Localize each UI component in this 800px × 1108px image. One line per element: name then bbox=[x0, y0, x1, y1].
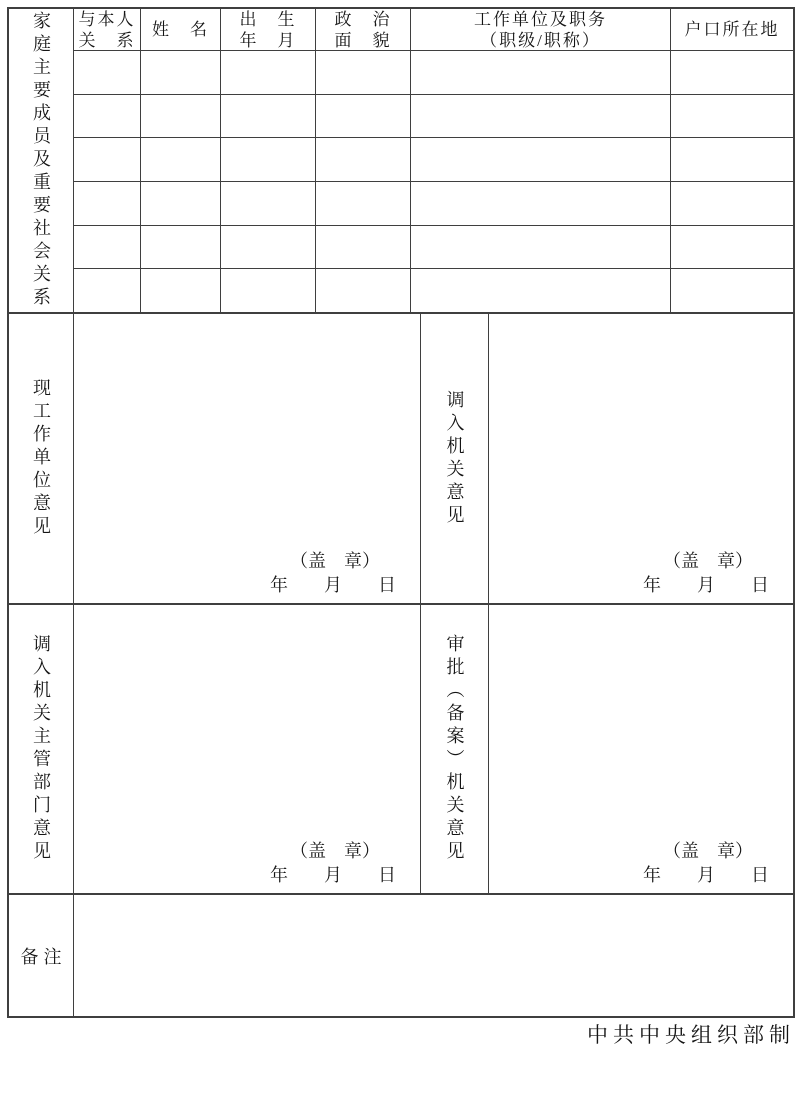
family-cell-household-location bbox=[671, 226, 793, 269]
family-row bbox=[74, 226, 793, 270]
family-row bbox=[74, 95, 793, 139]
remarks-label: 备注 bbox=[20, 946, 67, 967]
family-row bbox=[74, 51, 793, 95]
family-cell-work-unit bbox=[411, 95, 671, 138]
opinion-section-1 bbox=[9, 312, 793, 603]
family-cell-birthdate bbox=[221, 182, 316, 225]
header-work-unit bbox=[411, 9, 671, 50]
family-section-label: 家庭主要成员及重要社会关系 bbox=[31, 11, 51, 310]
current-unit-opinion-area bbox=[74, 314, 421, 603]
family-cell-relation bbox=[74, 182, 141, 225]
approval-organ-stamp-block bbox=[643, 839, 769, 887]
family-cell-birthdate bbox=[221, 269, 316, 312]
family-cell-political-status bbox=[316, 269, 411, 312]
header-birthdate-line2: 年 月 bbox=[239, 30, 297, 50]
opinion-section-2 bbox=[9, 603, 793, 893]
supervising-dept-opinion-area bbox=[74, 605, 421, 893]
current-unit-opinion-label-cell bbox=[9, 314, 74, 603]
approval-organ-opinion-label-cell bbox=[421, 605, 489, 893]
family-cell-name bbox=[141, 269, 221, 312]
family-cell-name bbox=[141, 95, 221, 138]
family-cell-household-location bbox=[671, 51, 793, 94]
stamp-seal-text: （盖 章） bbox=[290, 551, 380, 571]
header-work-unit-line1: 工作单位及职务 bbox=[474, 9, 607, 29]
family-cell-birthdate bbox=[221, 51, 316, 94]
family-cell-work-unit bbox=[411, 138, 671, 181]
header-birthdate bbox=[221, 9, 316, 50]
header-name-line1: 姓 名 bbox=[152, 20, 209, 39]
stamp-date-text: 年 月 日 bbox=[643, 865, 769, 885]
family-cell-work-unit bbox=[411, 182, 671, 225]
stamp-seal-text: （盖 章） bbox=[663, 841, 753, 861]
remarks-label-cell bbox=[9, 895, 74, 1016]
family-table bbox=[74, 9, 793, 312]
header-political-status-line1: 政 治 bbox=[334, 9, 392, 29]
family-cell-work-unit bbox=[411, 226, 671, 269]
family-cell-household-location bbox=[671, 138, 793, 181]
supervising-dept-opinion-label-cell bbox=[9, 605, 74, 893]
transfer-in-stamp-block bbox=[643, 549, 769, 597]
family-row bbox=[74, 138, 793, 182]
family-cell-relation bbox=[74, 226, 141, 269]
family-cell-relation bbox=[74, 269, 141, 312]
remarks-content-area bbox=[74, 895, 793, 1016]
header-political-status-line2: 面 貌 bbox=[334, 30, 392, 50]
approval-organ-opinion-label: 审批（备案）机关意见 bbox=[444, 634, 465, 864]
family-cell-name bbox=[141, 51, 221, 94]
family-cell-birthdate bbox=[221, 226, 316, 269]
stamp-date-text: 年 月 日 bbox=[270, 575, 396, 595]
form-table bbox=[7, 7, 795, 1018]
supervising-dept-stamp-block bbox=[270, 839, 396, 887]
family-cell-political-status bbox=[316, 95, 411, 138]
header-name bbox=[141, 9, 221, 50]
approval-organ-opinion-area bbox=[489, 605, 793, 893]
family-cell-household-location bbox=[671, 182, 793, 225]
family-cell-name bbox=[141, 226, 221, 269]
family-header-row bbox=[74, 9, 793, 51]
family-cell-household-location bbox=[671, 95, 793, 138]
header-relation bbox=[74, 9, 141, 50]
stamp-date-text: 年 月 日 bbox=[270, 865, 396, 885]
family-cell-work-unit bbox=[411, 269, 671, 312]
family-cell-household-location bbox=[671, 269, 793, 312]
family-cell-relation bbox=[74, 51, 141, 94]
family-cell-political-status bbox=[316, 182, 411, 225]
header-household-location-line1: 户口所在地 bbox=[684, 20, 780, 39]
family-row bbox=[74, 182, 793, 226]
family-cell-name bbox=[141, 182, 221, 225]
family-cell-birthdate bbox=[221, 95, 316, 138]
stamp-seal-text: （盖 章） bbox=[663, 551, 753, 571]
transfer-in-opinion-area bbox=[489, 314, 793, 603]
family-section bbox=[9, 9, 793, 312]
header-political-status bbox=[316, 9, 411, 50]
header-relation-line2: 关 系 bbox=[78, 30, 136, 50]
header-work-unit-line2: （职级/职称） bbox=[480, 30, 601, 50]
stamp-date-text: 年 月 日 bbox=[643, 575, 769, 595]
family-cell-relation bbox=[74, 138, 141, 181]
supervising-dept-opinion-label: 调入机关主管部门意见 bbox=[31, 634, 51, 864]
current-unit-opinion-label: 现工作单位意见 bbox=[31, 378, 51, 539]
family-section-label-cell bbox=[9, 9, 74, 312]
issuer-note: 中共中央组织部制 bbox=[587, 1023, 795, 1047]
transfer-in-opinion-label: 调入机关意见 bbox=[444, 389, 465, 528]
family-cell-political-status bbox=[316, 51, 411, 94]
header-birthdate-line1: 出 生 bbox=[239, 9, 297, 29]
header-relation-line1: 与本人 bbox=[78, 9, 136, 29]
family-cell-name bbox=[141, 138, 221, 181]
family-cell-work-unit bbox=[411, 51, 671, 94]
family-row bbox=[74, 269, 793, 312]
stamp-seal-text: （盖 章） bbox=[290, 841, 380, 861]
family-cell-political-status bbox=[316, 226, 411, 269]
family-cell-relation bbox=[74, 95, 141, 138]
family-cell-birthdate bbox=[221, 138, 316, 181]
family-cell-political-status bbox=[316, 138, 411, 181]
remarks-section bbox=[9, 893, 793, 1016]
header-household-location bbox=[671, 9, 793, 50]
current-unit-stamp-block bbox=[270, 549, 396, 597]
transfer-in-opinion-label-cell bbox=[421, 314, 489, 603]
